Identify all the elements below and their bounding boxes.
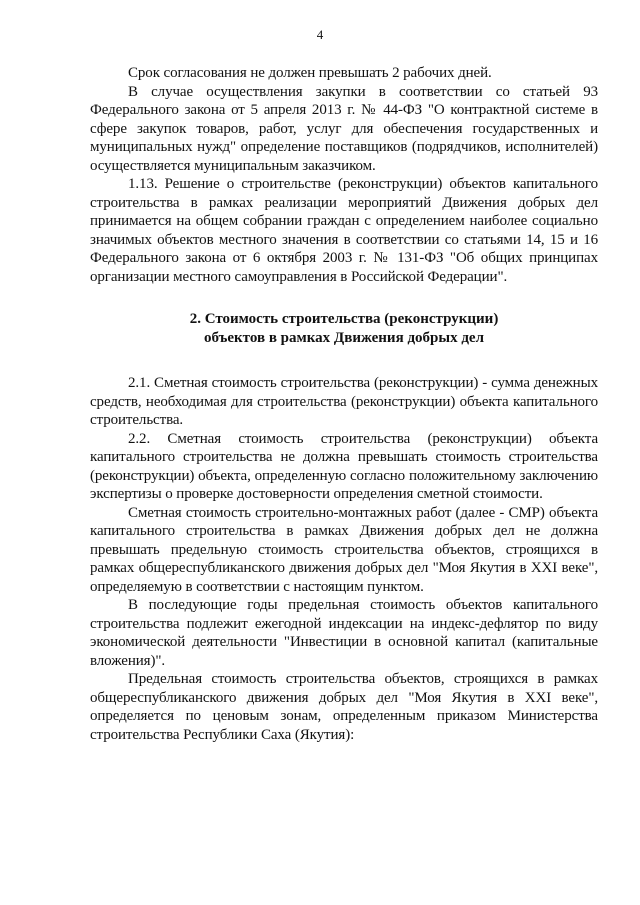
- section-heading-line-1: 2. Стоимость строительства (реконструкции): [189, 311, 499, 327]
- paragraph-indexation: В последующие годы предельная стоимость объектов капитального строительства подлежит ежегодной индексации на индекс-дефлятор по виду экономической деятельности "Инвестиции в основной капитал (капитальные вложения)".: [90, 597, 598, 669]
- section-heading-line-2: объектов в рамках Движения добрых дел: [204, 330, 484, 346]
- paragraph-approval-term: Срок согласования не должен превышать 2 рабочих дней.: [128, 65, 492, 81]
- paragraph-2-2: 2.2. Сметная стоимость строительства (реконструкции) объекта капитального строительства не должна превышать стоимость строительства (реконструкции) объекта, определенную согласно положительному заключению экспертизы о проверке достоверности определения сметной стоимости.: [90, 430, 598, 502]
- page-number: 4: [316, 27, 324, 42]
- paragraph-1-13: 1.13. Решение о строительстве (реконструкции) объектов капитального строительства в рамках реализации мероприятий Движения добрых дел принимается на общем собрании граждан с определением наиболее социально значимых объектов местного значения в соответствии со статьями 14, 15 и 16 Федерального закона от 6 октября 2003 г. № 131-ФЗ "Об общих принципах организации местного самоуправления в Российской Федерации".: [90, 176, 598, 285]
- section-heading: [90, 310, 598, 348]
- document-body: [90, 64, 598, 744]
- paragraph-price-zones: Предельная стоимость строительства объектов, строящихся в рамках общереспубликанского движения добрых дел "Моя Якутия в XXI веке", определяется по ценовым зонам, определенным приказом Министерства строительства Республики Саха (Якутия):: [90, 671, 598, 743]
- paragraph-2-1: 2.1. Сметная стоимость строительства (реконструкции) - сумма денежных средств, необходимая для строительства (реконструкции) объекта капитального строительства.: [90, 375, 598, 428]
- paragraph-smr-cost: Сметная стоимость строительно-монтажных работ (далее - СМР) объекта капитального строительства в рамках Движения добрых дел не должна превышать предельную стоимость строительства объектов, строящихся в рамках общереспубликанского движения добрых дел "Моя Якутия в XXI веке", определяемую в соответствии с настоящим пунктом.: [90, 504, 598, 595]
- paragraph-procurement: В случае осуществления закупки в соответствии со статьей 93 Федерального закона от 5 апреля 2013 г. № 44-ФЗ "О контрактной системе в сфере закупок товаров, работ, услуг для обеспечения государственных и муниципальных нужд" определение поставщиков (подрядчиков, исполнителей) осуществляется муниципальным заказчиком.: [90, 83, 598, 174]
